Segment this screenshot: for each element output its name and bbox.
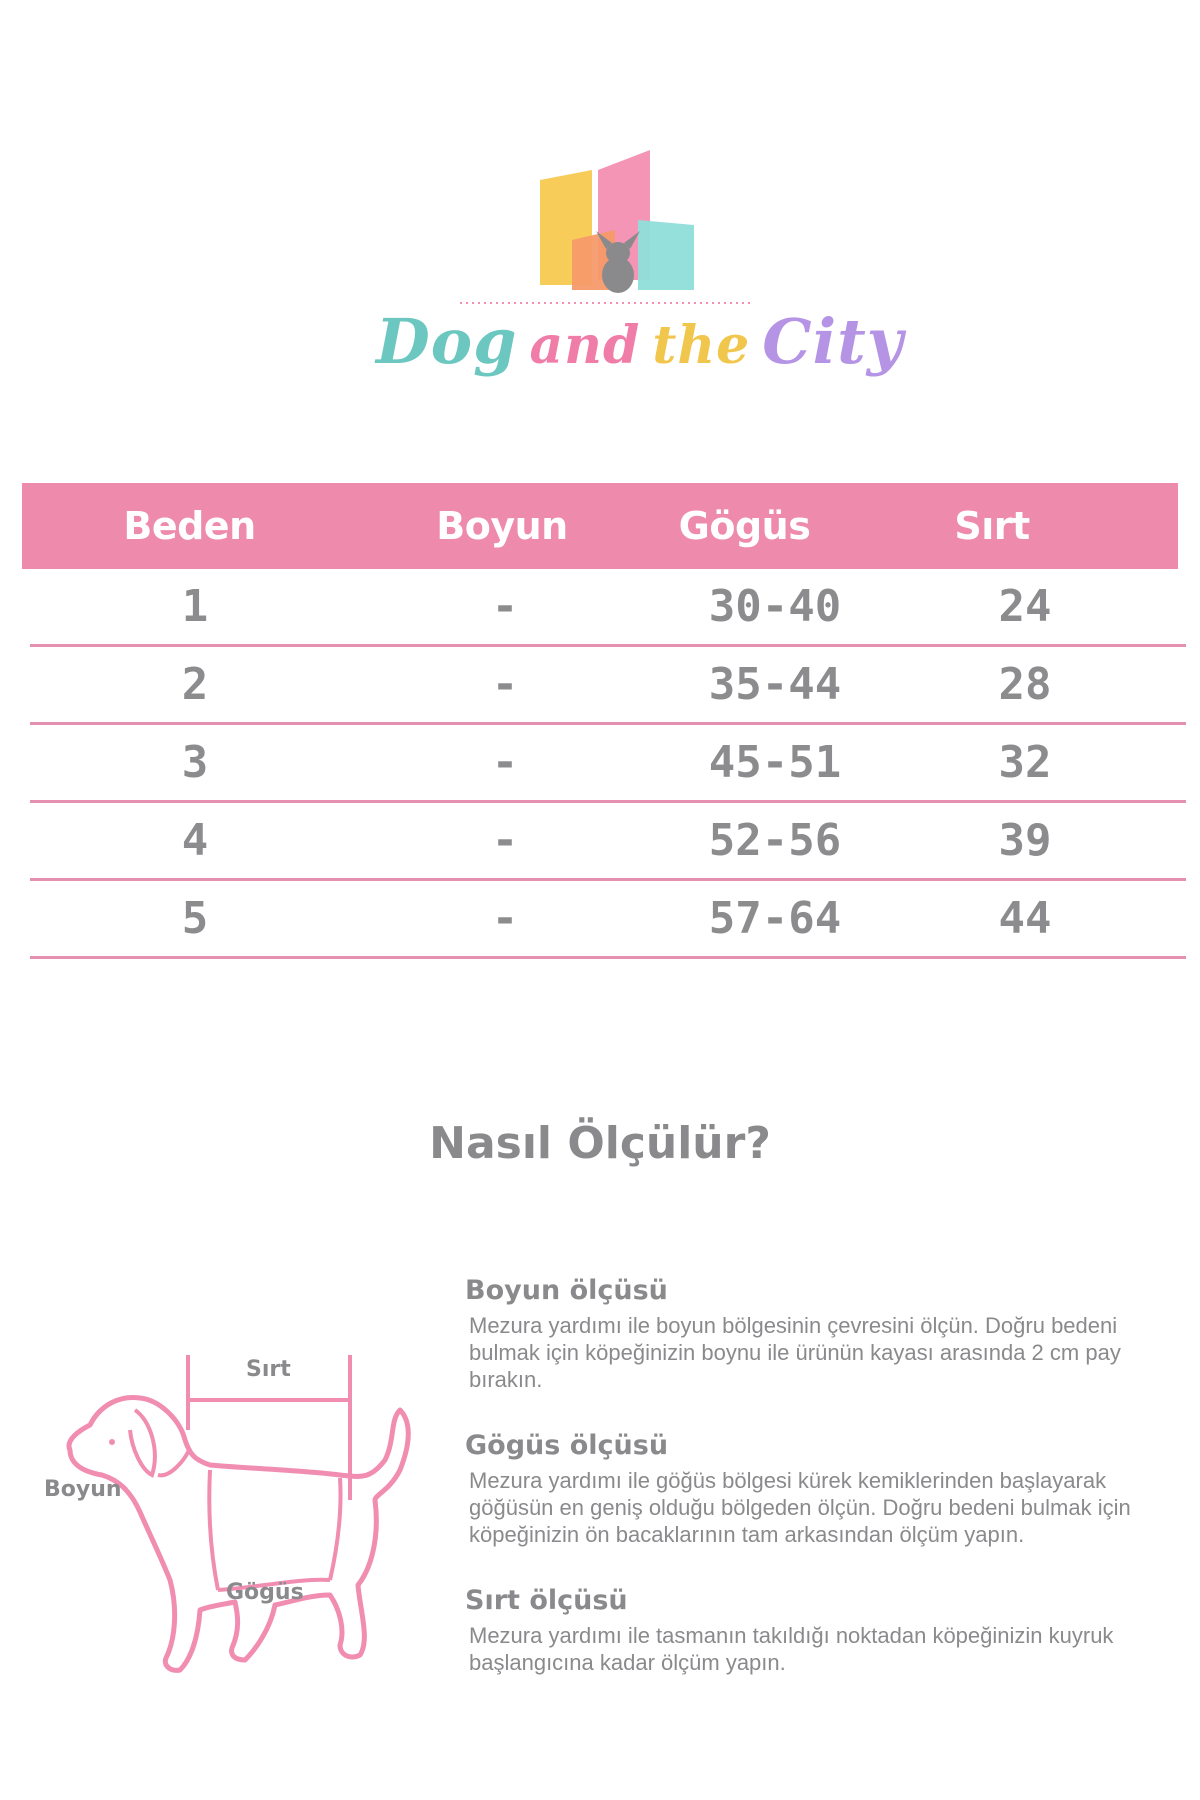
wordmark-city: City: [762, 305, 904, 378]
cell-neck: -: [491, 737, 519, 788]
cell-size: 3: [181, 737, 209, 788]
cell-size: 1: [181, 581, 209, 632]
cell-size: 2: [181, 659, 209, 710]
cell-chest: 52-56: [708, 815, 842, 866]
brand-logo: [370, 145, 904, 405]
cell-chest: 35-44: [708, 659, 842, 710]
diagram-label-neck: Boyun: [44, 1477, 122, 1502]
dog-outline-icon: [40, 1340, 440, 1700]
back-measure-text: Mezura yardımı ile tasmanın takıldığı noktadan köpeğinizin kuyruk başlangıcına kadar ölçüm yapın.: [469, 1623, 1114, 1675]
table-header: [22, 483, 1178, 569]
cell-size: 5: [181, 893, 209, 944]
cell-back: 44: [998, 893, 1052, 944]
table-row: [30, 803, 1186, 881]
cell-neck: -: [491, 815, 519, 866]
table-row: [30, 647, 1186, 725]
cell-neck: -: [491, 893, 519, 944]
header-chest: Gögüs: [678, 504, 811, 548]
header-neck: Boyun: [436, 504, 568, 548]
cell-back: 39: [998, 815, 1052, 866]
cell-back: 24: [998, 581, 1052, 632]
cell-chest: 45-51: [708, 737, 842, 788]
city-buildings-dog-icon: [370, 145, 840, 315]
back-measure-title: Sırt ölçüsü: [465, 1585, 628, 1616]
cell-back: 32: [998, 737, 1052, 788]
cell-size: 4: [181, 815, 209, 866]
cell-neck: -: [491, 659, 519, 710]
chest-measure-text: Mezura yardımı ile göğüs bölgesi kürek kemiklerinden başlayarak göğüsün en geniş olduğu bölgeden ölçün. Doğru bedeni bulmak için köpeğinizin ön bacaklarının tam arkasından ölçüm yapın.: [469, 1468, 1131, 1547]
brand-wordmark: [370, 305, 904, 378]
chest-measure-title: Gögüs ölçüsü: [465, 1430, 669, 1461]
diagram-label-chest: Gögüs: [226, 1580, 304, 1605]
chest-measure-section: [465, 1430, 1175, 1548]
table-row: [30, 569, 1186, 647]
cell-back: 28: [998, 659, 1052, 710]
back-measure-section: [465, 1585, 1175, 1676]
dog-measure-diagram: [40, 1340, 440, 1700]
cell-neck: -: [491, 581, 519, 632]
wordmark-and: and: [529, 315, 641, 376]
header-back: Sırt: [954, 504, 1030, 548]
cell-chest: 30-40: [708, 581, 842, 632]
header-size: Beden: [123, 504, 256, 548]
measure-heading: Nasıl Ölçülür?: [429, 1118, 771, 1169]
wordmark-dog: Dog: [376, 305, 518, 378]
size-table: [22, 483, 1178, 959]
diagram-label-back: Sırt: [246, 1357, 291, 1382]
cell-chest: 57-64: [708, 893, 842, 944]
table-row: [30, 881, 1186, 959]
wordmark-the: the: [652, 315, 751, 376]
neck-measure-title: Boyun ölçüsü: [465, 1275, 668, 1306]
neck-measure-section: [465, 1275, 1175, 1393]
neck-measure-text: Mezura yardımı ile boyun bölgesinin çevresini ölçün. Doğru bedeni bulmak için köpeğinizin boynu ile ürünün kayası arasında 2 cm pay bırakın.: [469, 1313, 1121, 1392]
table-row: [30, 725, 1186, 803]
